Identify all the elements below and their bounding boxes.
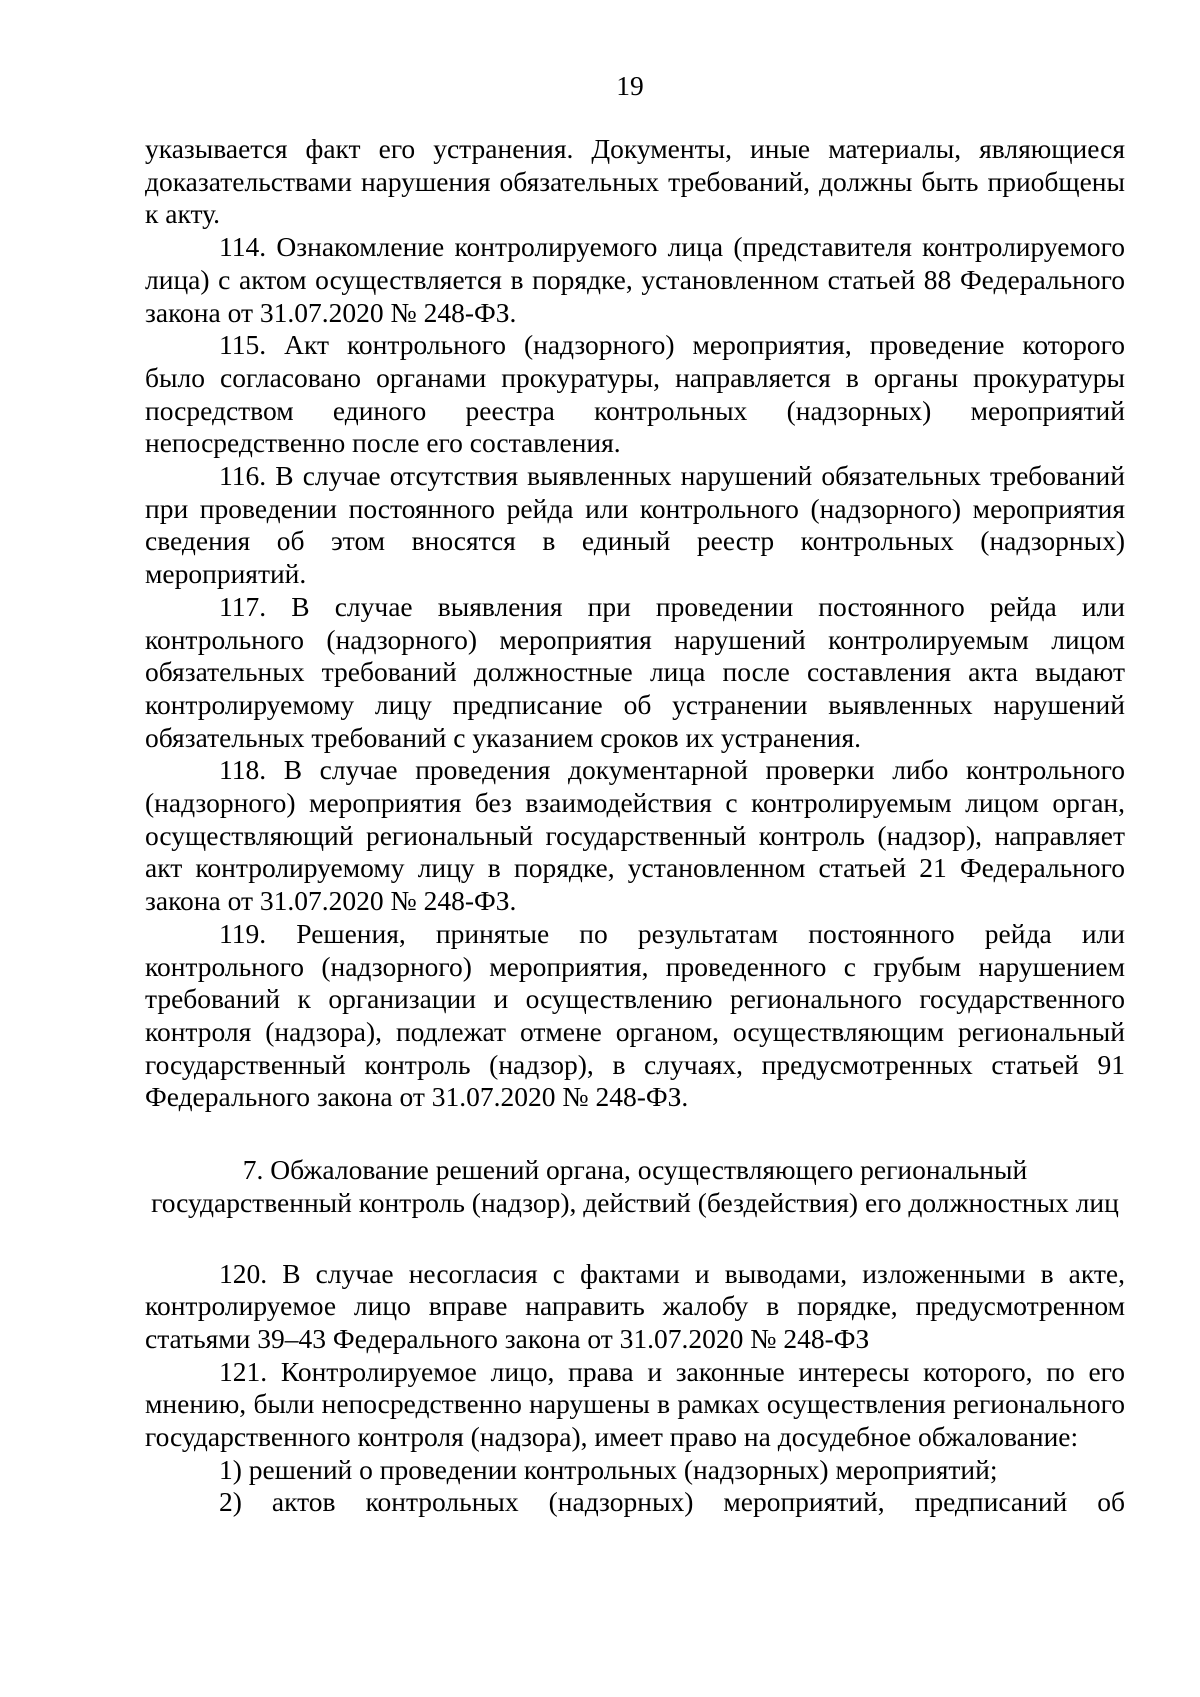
paragraph-121: 121. Контролируемое лицо, права и законные интересы которого, по его мнению, были непосредственно нарушены в рамках осуществления регионального государственного контроля (надзора), имеет право на досудебное обжалование: <box>145 1355 1125 1453</box>
paragraph-114: 114. Ознакомление контролируемого лица (представителя контролируемого лица) с актом осуществляется в порядке, установленном статьей 88 Федерального закона от 31.07.2020 № 248-ФЗ. <box>145 231 1125 328</box>
paragraph-115: 115. Акт контрольного (надзорного) мероприятия, проведение которого было согласовано органами прокуратуры, направляется в органы прокуратуры посредством единого реестра контрольных (надзорных) мероприятий непосредственно после его составления. <box>145 329 1125 459</box>
paragraph-continuation: указывается факт его устранения. Документы, иные материалы, являющиеся доказательствами нарушения обязательных требований, должны быть приобщены к акту. <box>145 133 1125 230</box>
paragraph-117: 117. В случае выявления при проведении постоянного рейда или контрольного (надзорного) мероприятия нарушений контролируемым лицом обязательных требований должностные лица после составления акта выдают контролируемому лицу предписание об устранении выявленных нарушений обязательных требований с указанием сроков их устранения. <box>145 590 1125 753</box>
page-number: 19 <box>616 70 644 101</box>
paragraph-116: 116. В случае отсутствия выявленных нарушений обязательных требований при проведении постоянного рейда или контрольного (надзорного) мероприятия сведения об этом вносятся в единый реестр контрольных (надзорных) мероприятий. <box>145 460 1125 590</box>
list-item-1: 1) решений о проведении контрольных (надзорных) мероприятий; <box>219 1453 998 1485</box>
paragraph-119: 119. Решения, принятые по результатам постоянного рейда или контрольного (надзорного) мероприятия, проведенного с грубым нарушением требований к организации и осуществлению регионального государственного контроля (надзора), подлежат отмене органом, осуществляющим региональный государственный контроль (надзор), в случаях, предусмотренных статьей 91 Федерального закона от 31.07.2020 № 248-ФЗ. <box>145 917 1125 1113</box>
paragraph-118: 118. В случае проведения документарной проверки либо контрольного (надзорного) мероприятия без взаимодействия с контролируемым лицом орган, осуществляющий региональный государственный контроль (надзор), направляет акт контролируемому лицу в порядке, установленном статьей 21 Федерального закона от 31.07.2020 № 248-ФЗ. <box>145 754 1125 917</box>
document-body <box>145 133 1125 1519</box>
list-item-2: 2) актов контрольных (надзорных) мероприятий, предписаний об <box>219 1486 1125 1518</box>
section-heading: 7. Обжалование решений органа, осуществляющего региональный государственный контроль (надзор), действий (бездействия) его должностных лиц <box>151 1154 1119 1218</box>
paragraph-120: 120. В случае несогласия с фактами и выводами, изложенными в акте, контролируемое лицо вправе направить жалобу в порядке, предусмотренном статьями 39–43 Федерального закона от 31.07.2020 № 248-ФЗ <box>145 1257 1125 1354</box>
